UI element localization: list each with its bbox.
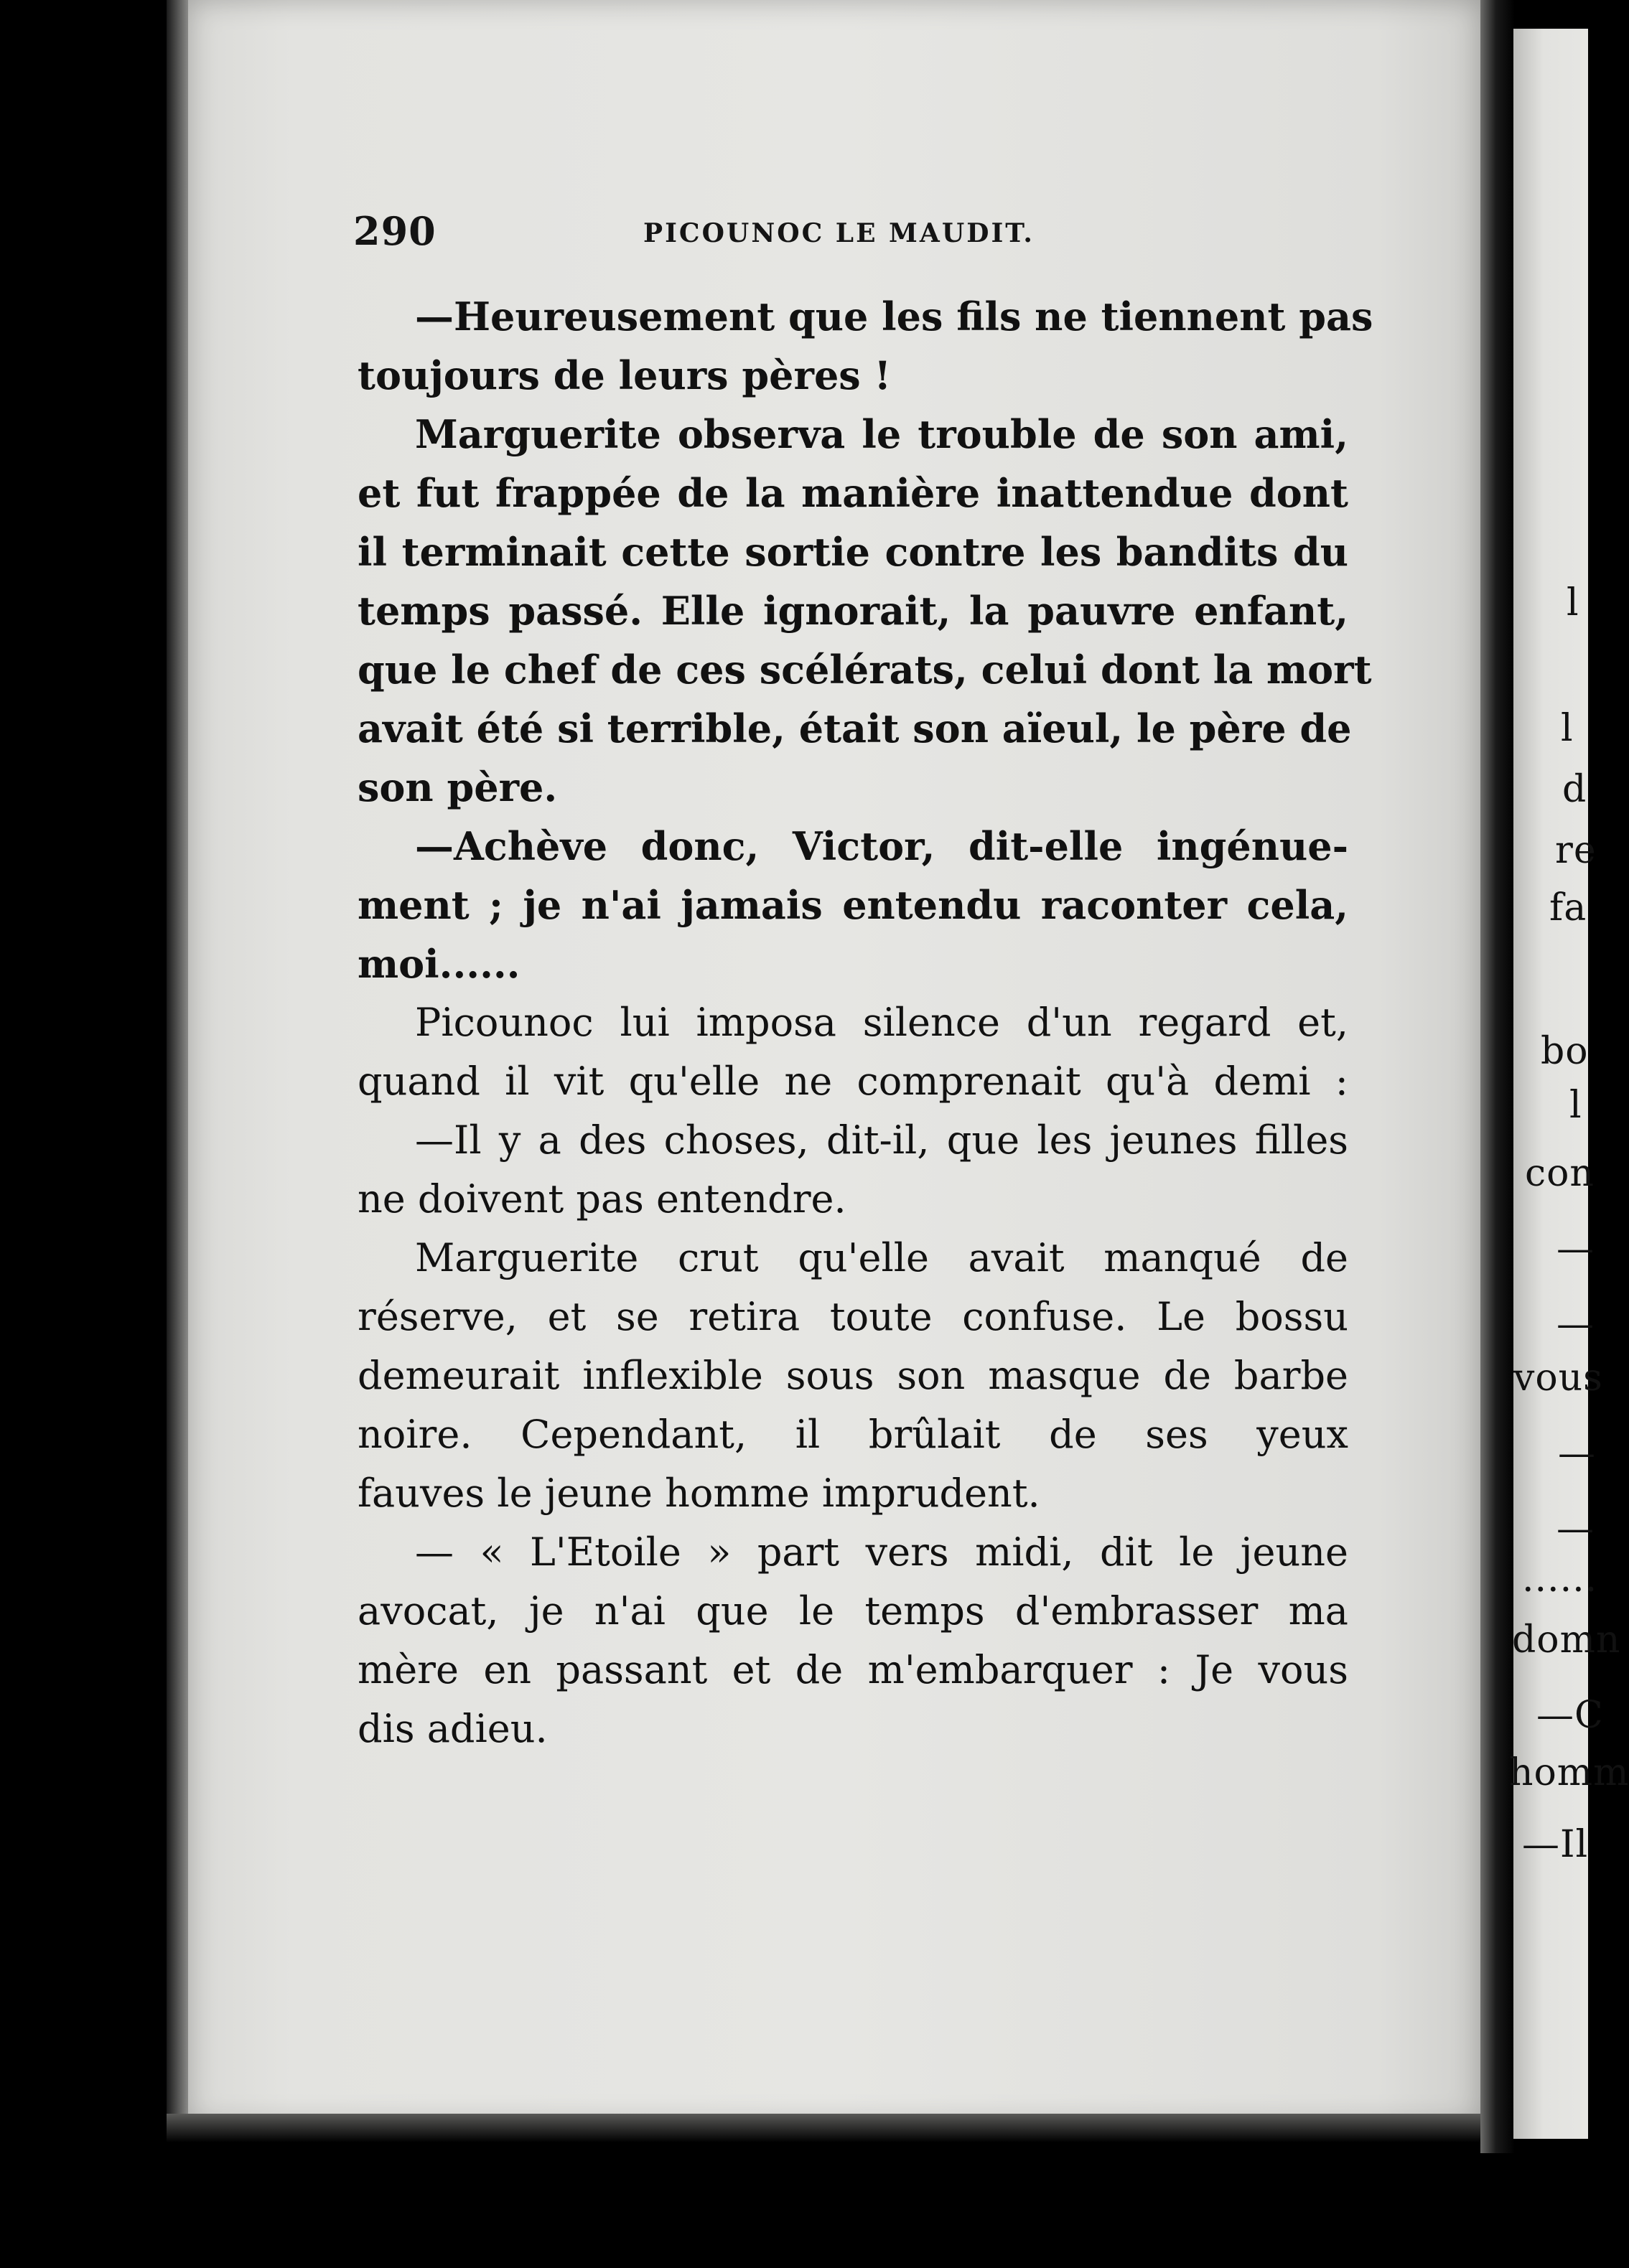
next-page-text: re (1555, 829, 1597, 872)
text-line: —Il y a des choses, dit-il, que les jeunes filles (415, 1117, 1348, 1163)
next-page-text: —Il (1522, 1823, 1589, 1866)
text-line: dis adieu. (358, 1706, 548, 1751)
text-line: avait été si terrible, était son aïeul, le père de (358, 706, 1352, 751)
next-page-text: bo (1541, 1030, 1589, 1073)
next-page-text: domn (1512, 1618, 1621, 1662)
next-page-text: d (1562, 768, 1587, 811)
text-line: —Achève donc, Victor, dit-elle ingénue- (415, 823, 1348, 869)
page-bottom-shadow (167, 2114, 1488, 2142)
next-page-text: l (1561, 707, 1574, 750)
text-line: Picounoc lui imposa silence d'un regard et, (415, 1000, 1348, 1045)
next-page-text: — (1558, 1432, 1596, 1475)
text-line: Marguerite observa le trouble de son ami, (415, 411, 1348, 457)
body-text (358, 287, 1373, 1758)
page-left-edge (167, 0, 188, 2124)
text-line: — « L'Etoile » part vers midi, dit le jeune (415, 1529, 1348, 1575)
text-line: avocat, je n'ai que le temps d'embrasser ma (358, 1588, 1348, 1634)
text-line: ment ; je n'ai jamais entendu raconter cela, (358, 882, 1348, 928)
next-page-text: — (1556, 1507, 1595, 1550)
next-page-text: l (1567, 581, 1579, 624)
next-page-text: — (1556, 1303, 1595, 1346)
text-line: toujours de leurs pères ! (358, 352, 892, 398)
text-line: son père. (358, 764, 558, 810)
text-line: mère en passant et de m'embarquer : Je vous (358, 1647, 1348, 1692)
text-line: —Heureusement que les fils ne tiennent pas (415, 294, 1373, 339)
next-page-text: homm (1509, 1751, 1629, 1794)
page-number: 290 (353, 208, 437, 254)
book-gutter (1480, 0, 1515, 2153)
text-line: quand il vit qu'elle ne comprenait qu'à demi : (358, 1059, 1348, 1104)
next-page-text: l (1569, 1084, 1582, 1127)
text-line: demeurait inflexible sous son masque de barbe (358, 1353, 1348, 1398)
text-line: réserve, et se retira toute confuse. Le bossu (358, 1294, 1348, 1339)
text-line: ne doivent pas entendre. (358, 1176, 846, 1222)
next-page-text: —C (1536, 1694, 1604, 1737)
text-line: fauves le jeune homme imprudent. (358, 1471, 1040, 1516)
text-line: noire. Cependant, il brûlait de ses yeux (358, 1412, 1348, 1457)
next-page-text: fa (1549, 886, 1587, 929)
text-line: Marguerite crut qu'elle avait manqué de (415, 1235, 1348, 1280)
next-page-fragment (1509, 29, 1629, 2139)
next-page-text: vous (1513, 1356, 1603, 1400)
text-line: il terminait cette sortie contre les bandits du (358, 529, 1348, 575)
running-head: PICOUNOC LE MAUDIT. (643, 218, 1035, 248)
text-line: et fut frappée de la manière inattendue dont (358, 470, 1348, 516)
text-line: que le chef de ces scélérats, celui dont la mort (358, 647, 1372, 693)
text-line: temps passé. Elle ignorait, la pauvre enfant, (358, 588, 1348, 634)
next-page-text: — (1556, 1227, 1595, 1270)
page-header (353, 208, 1071, 266)
next-page-text: ...... (1522, 1557, 1598, 1601)
text-line: moi...... (358, 941, 521, 987)
next-page-text: con (1525, 1152, 1595, 1195)
